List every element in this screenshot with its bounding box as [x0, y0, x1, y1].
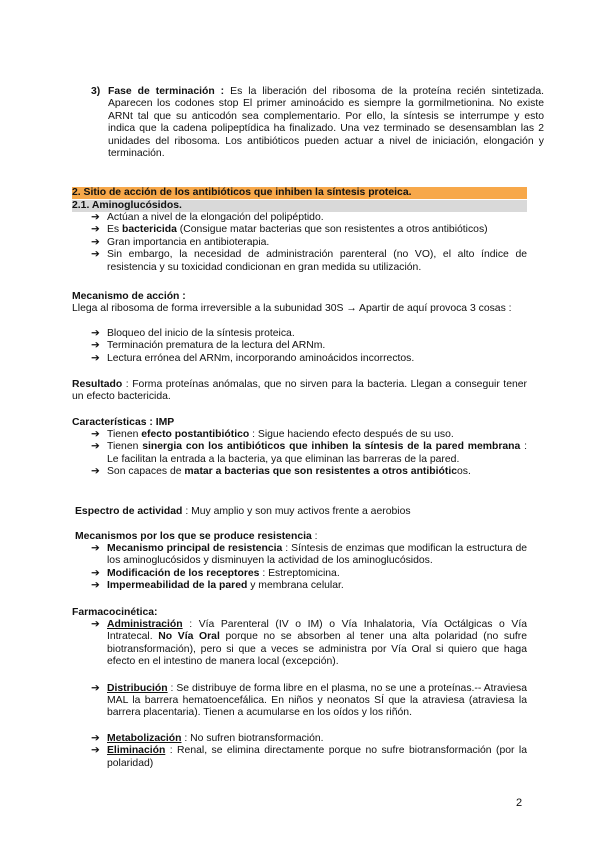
- mecanismo-block: [72, 291, 527, 316]
- arrow-icon: ➔: [91, 682, 100, 694]
- resistencia-list: [91, 543, 527, 593]
- list-item: ➔ Actúan a nivel de la elongación del polipéptido.: [91, 212, 324, 223]
- arrow-icon: ➔: [91, 352, 100, 364]
- list-item: ➔ Gran importancia en antibioterapia.: [91, 236, 270, 248]
- arrow-icon: ➔: [91, 429, 100, 440]
- mecanismo-text: Llega al ribosoma de forma irreversible a la subunidad 30S → Apartir de aquí provoca 3 cosas :: [72, 303, 512, 315]
- fase-text: Es la liberación del ribosoma de la proteína recién sintetizada. Aparecen los codones stop El primer aminoácido es siempre la gormilmetionina. No existe ARNt tal que su anticodón sea complementario. Por ello, la síntesis se interrumpe y esto indica que la cadena polipeptídica ha finalizado. Una vez terminado se desensamblan las 2 unidades del ribosoma. Los antibióticos pueden actuar a nivel de iniciación, elongación y terminación.: [108, 86, 545, 160]
- list-item: ➔ Mecanismo principal de resistencia : Síntesis de enzimas que modifican la estructura de los aminoglucósidos y disminuyen la actividad de los aminoglucósidos.: [91, 543, 528, 567]
- list-item: ➔ Terminación prematura de la lectura del ARNm.: [91, 340, 326, 352]
- fase-title: Fase de terminación :: [108, 86, 225, 97]
- list-item: ➔ Bloqueo del inicio de la síntesis proteica.: [91, 328, 295, 339]
- arrow-icon: ➔: [91, 745, 100, 757]
- mecanismo-list: [91, 328, 527, 365]
- list-item: ➔ Distribución : Se distribuye de forma libre en el plasma, no se une a proteínas.-- Atraviesa MAL la barrera hematoencefálica. En niños y neonatos SÍ que la atraviesa (atraviesa la barrera placentaria). Tienen a acumularse en los oídos y los riñón.: [91, 682, 527, 719]
- espectro-label: Espectro de actividad: [75, 506, 183, 517]
- list-item: ➔ Tienen sinergia con los antibióticos que inhiben la síntesis de la pared membrana : Le facilitan la entrada a la bacteria, ya que eliminan las barreras de la pared.: [91, 441, 528, 465]
- arrow-icon: ➔: [91, 212, 100, 223]
- arrow-icon: ➔: [91, 732, 100, 744]
- resultado-text: : Forma proteínas anómalas, que no sirven para la bacteria. Llegan a conseguir tener un efecto bactericida.: [72, 379, 527, 403]
- subsection-heading: 2.1. Aminoglucósidos.: [72, 200, 527, 212]
- espectro-text: : Muy amplio y son muy activos frente a aerobios: [185, 506, 411, 517]
- arrow-icon: ➔: [91, 543, 100, 554]
- arrow-icon: ➔: [91, 441, 100, 453]
- list-item: ➔ Sin embargo, la necesidad de administración parenteral (no VO), el alto índice de resistencia y su toxicidad condicionan en gran medida su utilización.: [91, 249, 527, 273]
- page-number: 2: [516, 797, 523, 809]
- farmaco-heading: Farmacocinética:: [72, 607, 158, 618]
- caracteristicas-list: [91, 429, 527, 479]
- arrow-icon: ➔: [91, 328, 100, 339]
- list-item: ➔ Son capaces de matar a bacterias que son resistentes a otros antibióticos.: [91, 466, 471, 478]
- list-item: ➔ Administración : Vía Parenteral (IV o IM) o Vía Inhalatoria, Vía Octálgicas o Vía Intratecal. No Vía Oral porque no se absorben al tener una alta polaridad (no sufre biotransformación), pero si que a veces se administra por Vía Oral si quiero que haga efecto en el intestino de manera local (excepción).: [91, 619, 528, 668]
- list-item: ➔ Eliminación : Renal, se elimina directamente porque no sufre biotransformación (por la polaridad): [91, 745, 527, 769]
- arrow-icon: ➔: [91, 340, 100, 352]
- farmaco-list: [91, 619, 527, 770]
- espectro: [75, 506, 530, 518]
- arrow-icon: ➔: [91, 580, 100, 592]
- fase-terminacion: [91, 86, 544, 160]
- list-item: ➔ Tienen efecto postantibiótico : Sigue haciendo efecto después de su uso.: [91, 429, 454, 440]
- arrow-icon: ➔: [91, 224, 100, 236]
- resistencia-heading: Mecanismos por los que se produce resistencia: [75, 531, 312, 542]
- fase-number: 3): [91, 86, 101, 97]
- caracteristicas-heading: Características : IMP: [72, 417, 175, 428]
- resultado-label: Resultado: [72, 379, 123, 390]
- list-item: ➔ Es bactericida (Consigue matar bacterias que son resistentes a otros antibióticos): [91, 224, 488, 236]
- list-item: ➔ Lectura errónea del ARNm, incorporando aminoácidos incorrectos.: [91, 352, 415, 364]
- arrow-icon: ➔: [91, 249, 100, 261]
- intro-list: [91, 212, 527, 274]
- list-item: ➔ Modificación de los receptores : Estreptomicina.: [91, 567, 340, 579]
- mecanismo-heading: Mecanismo de acción :: [72, 291, 186, 302]
- arrow-icon: ➔: [91, 567, 100, 579]
- section-heading: 2. Sitio de acción de los antibióticos que inhiben la síntesis proteica.: [72, 187, 527, 199]
- resultado: [72, 379, 527, 404]
- arrow-icon: ➔: [91, 236, 100, 248]
- list-item: ➔ Impermeabilidad de la pared y membrana celular.: [91, 580, 344, 592]
- list-item: ➔ Metabolización : No sufren biotransformación.: [91, 732, 324, 744]
- arrow-icon: ➔: [91, 466, 100, 478]
- arrow-icon: ➔: [91, 619, 100, 630]
- resistencia-heading-row: Mecanismos por los que se produce resistencia :: [75, 531, 318, 542]
